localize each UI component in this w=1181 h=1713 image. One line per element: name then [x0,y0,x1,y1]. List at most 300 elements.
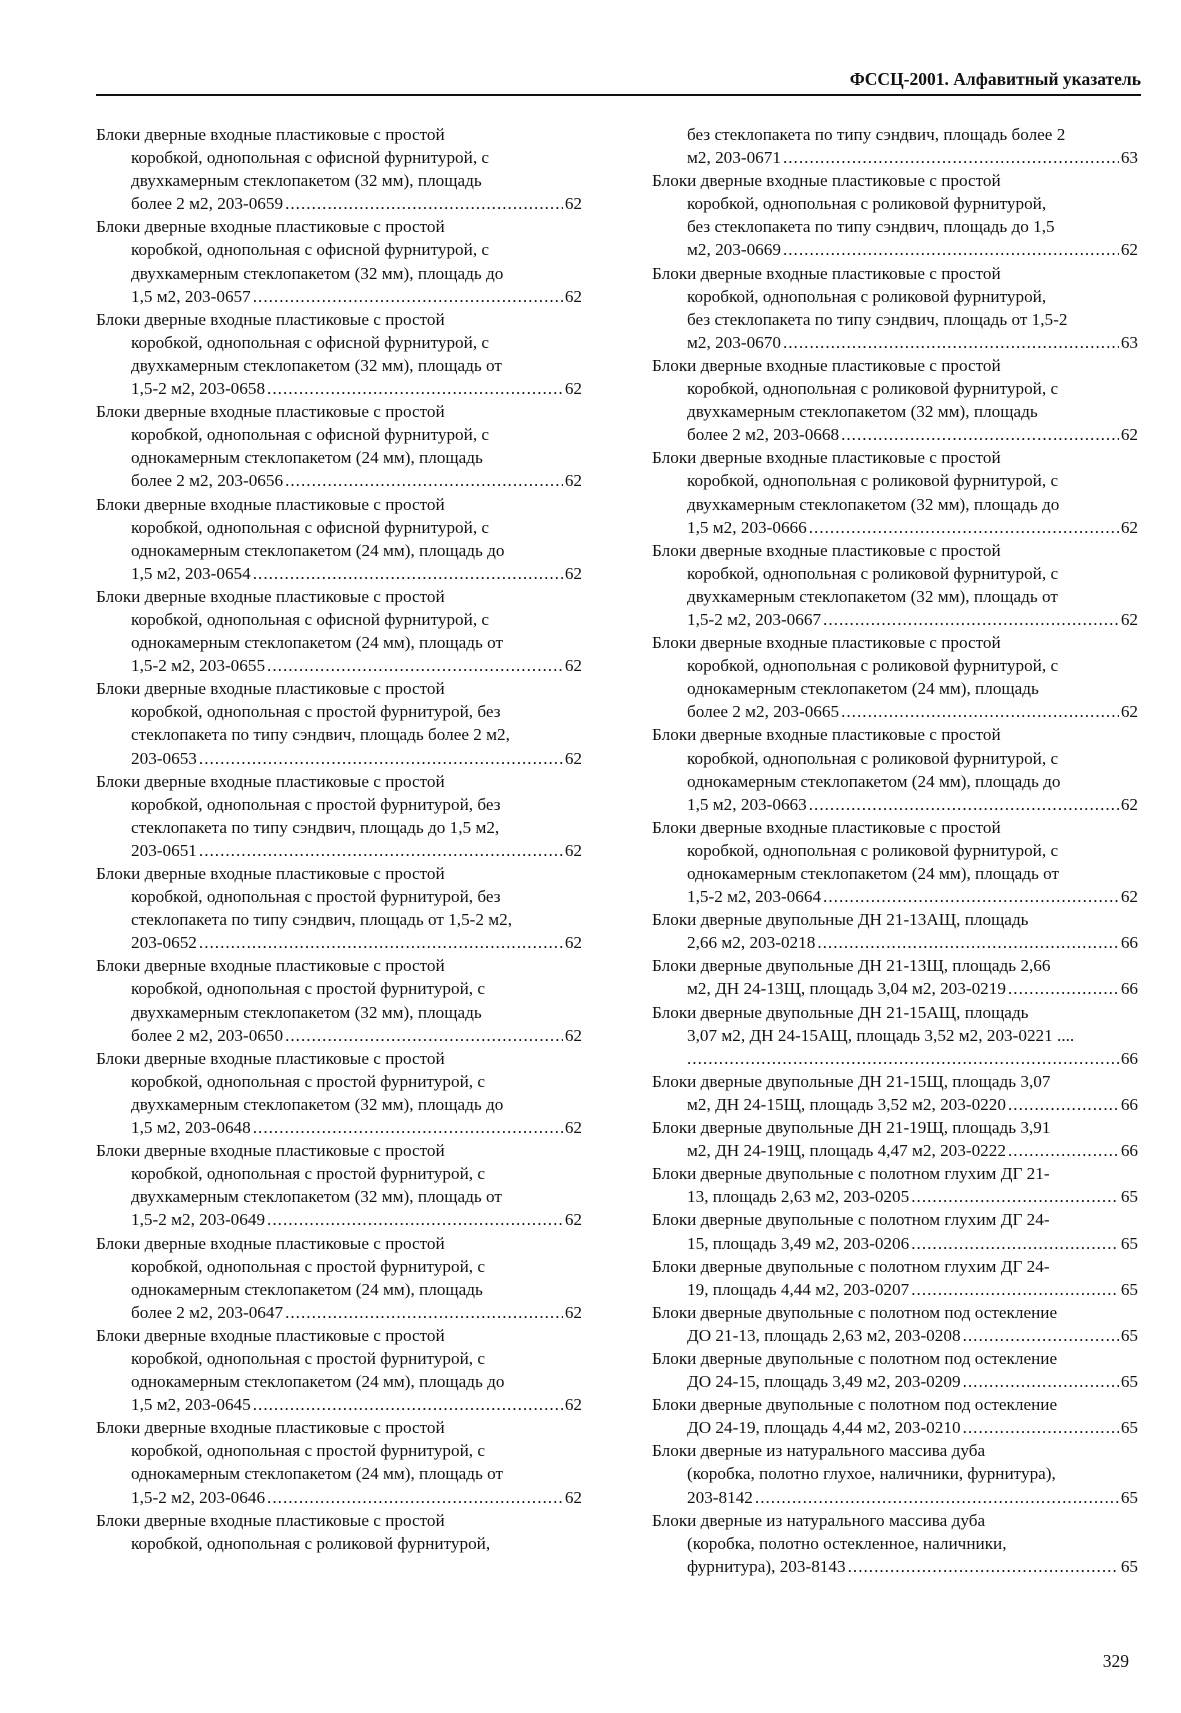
index-entry [652,1001,1138,1070]
entry-page-number: 62 [1120,794,1138,814]
entry-page-number: 66 [1120,979,1138,999]
entry-line [96,1301,582,1324]
entry-text: 19, площадь 4,44 м2, 203-0207 [687,1279,910,1299]
index-entry [96,215,582,307]
entry-line [96,215,582,238]
entry-text: Блоки дверные входные пластиковые с простой [652,725,1001,745]
entry-line [96,862,582,885]
entry-text: м2, ДН 24-13Щ, площадь 3,04 м2, 203-0219 [687,979,1006,999]
entry-line [96,747,582,770]
entry-text: коробкой, однопольная с офисной фурнитурой, с [131,240,490,260]
entry-text: фурнитура), 203-8143 [687,1556,846,1576]
entry-line [652,1278,1138,1301]
index-entry [652,954,1138,1000]
entry-text: более 2 м2, 203-0656 [131,471,284,491]
index-entry [652,354,1138,446]
entry-page-number: 62 [1120,240,1138,260]
entry-line [96,770,582,793]
entry-text: коробкой, однопольная с роликовой фурнитурой, с [687,379,1059,399]
entry-text: коробкой, однопольная с роликовой фурнитурой, [131,1533,491,1553]
index-entry [96,677,582,769]
entry-text: коробкой, однопольная с простой фурнитурой, без [131,794,501,814]
entry-text: Блоки дверные входные пластиковые с простой [96,494,445,514]
entry-page-number: 62 [1120,702,1138,722]
entry-line [96,631,582,654]
entry-text: коробкой, однопольная с офисной фурнитурой, с [131,517,490,537]
entry-text: 1,5-2 м2, 203-0649 [131,1210,266,1230]
entry-line [652,793,1138,816]
entry-line [652,331,1138,354]
entry-line [652,1116,1138,1139]
entry-page-number: 62 [1120,517,1138,537]
entry-line [96,1370,582,1393]
entry-page-number: 62 [564,1118,582,1138]
entry-page-number: 62 [564,1302,582,1322]
entry-page-number: 65 [1120,1418,1138,1438]
index-entry [96,770,582,862]
entry-line [652,747,1138,770]
index-column-left [96,123,582,1555]
entry-line [96,1232,582,1255]
entry-text: однокамерным стеклопакетом (24 мм), площадь от [131,633,504,653]
index-entry [652,908,1138,954]
entry-line [96,308,582,331]
entry-line [96,1185,582,1208]
entry-line [96,1208,582,1231]
dot-leader [963,1370,1119,1393]
entry-page-number: 62 [564,194,582,214]
entry-line [652,908,1138,931]
entry-text: более 2 м2, 203-0659 [131,194,284,214]
entry-text: 1,5-2 м2, 203-0664 [687,887,822,907]
entry-text: Блоки дверные двупольные ДН 21-15АЩ, площадь [652,1002,1029,1022]
entry-line [652,1462,1138,1485]
dot-leader [267,377,563,400]
dot-leader [285,469,563,492]
dot-leader [285,192,563,215]
entry-text: м2, ДН 24-15Щ, площадь 3,52 м2, 203-0220 [687,1094,1006,1114]
entry-line [652,238,1138,261]
entry-text: 1,5-2 м2, 203-0646 [131,1487,266,1507]
entry-line [96,262,582,285]
entry-line [96,1486,582,1509]
index-entry [96,400,582,492]
entry-text: коробкой, однопольная с роликовой фурнитурой, с [687,840,1059,860]
dot-leader [267,1208,563,1231]
entry-text: 2,66 м2, 203-0218 [687,933,816,953]
entry-text: коробкой, однопольная с простой фурнитурой, с [131,1348,486,1368]
index-entry [96,123,582,215]
entry-line [96,1047,582,1070]
entry-line [652,1255,1138,1278]
entry-text: коробкой, однопольная с роликовой фурнитурой, с [687,471,1059,491]
index-entry [96,954,582,1046]
entry-line [96,238,582,261]
entry-line [96,1255,582,1278]
entry-text: Блоки дверные входные пластиковые с простой [96,1510,445,1530]
entry-line [96,977,582,1000]
dot-leader [1008,1139,1119,1162]
index-entry [652,262,1138,354]
entry-page-number: 62 [1120,887,1138,907]
page-number: 329 [1102,1651,1129,1671]
index-entry [652,1208,1138,1254]
entry-text: 203-0651 [131,840,197,860]
header-title: ФССЦ-2001. Алфавитный указатель [849,69,1141,89]
entry-text: двухкамерным стеклопакетом (32 мм), площадь от [131,1187,502,1207]
entry-page-number: 62 [564,379,582,399]
entry-line [96,839,582,862]
entry-line [652,377,1138,400]
entry-line [652,308,1138,331]
entry-line [652,123,1138,146]
entry-text: коробкой, однопольная с простой фурнитурой, с [131,979,486,999]
entry-text: ДО 24-15, площадь 3,49 м2, 203-0209 [687,1372,961,1392]
entry-text: однокамерным стеклопакетом (24 мм), площадь [687,679,1039,699]
entry-text: 1,5 м2, 203-0648 [131,1118,251,1138]
entry-text: Блоки дверные входные пластиковые с простой [96,679,445,699]
dot-leader [823,608,1119,631]
entry-page-number: 63 [1120,148,1138,168]
entry-text: 203-8142 [687,1487,753,1507]
dot-leader [267,1486,563,1509]
entry-text: более 2 м2, 203-0668 [687,425,840,445]
entry-text: Блоки дверные двупольные с полотном под остекление [652,1395,1058,1415]
entry-page-number: 63 [1120,332,1138,352]
entry-line [652,446,1138,469]
dot-leader [253,1393,563,1416]
entry-line [652,1532,1138,1555]
entry-line [96,1462,582,1485]
entry-line [652,1070,1138,1093]
entry-text: Блоки дверные входные пластиковые с простой [96,864,445,883]
entry-page-number: 62 [1120,609,1138,629]
entry-text: ДО 24-19, площадь 4,44 м2, 203-0210 [687,1418,961,1438]
dot-leader [817,931,1118,954]
entry-text: Блоки дверные входные пластиковые с простой [652,355,1001,375]
entry-text: коробкой, однопольная с роликовой фурнитурой, с [687,748,1059,768]
entry-text: Блоки дверные двупольные ДН 21-15Щ, площадь 3,07 [652,1071,1051,1091]
entry-line [652,816,1138,839]
entry-line [652,1301,1138,1324]
entry-text: Блоки дверные входные пластиковые с простой [652,171,1001,191]
entry-line [96,654,582,677]
entry-line [652,1555,1138,1578]
entry-line [96,123,582,146]
entry-text: Блоки дверные входные пластиковые с простой [96,1325,445,1345]
dot-leader [809,516,1119,539]
entry-line [652,1047,1138,1070]
entry-text: однокамерным стеклопакетом (24 мм), площадь до [687,771,1061,791]
entry-line [96,1024,582,1047]
entry-line [652,469,1138,492]
entry-line [96,423,582,446]
entry-text: Блоки дверные входные пластиковые с простой [96,1141,445,1161]
entry-text: 1,5 м2, 203-0663 [687,794,807,814]
entry-line [96,539,582,562]
entry-text: коробкой, однопольная с простой фурнитурой, с [131,1164,486,1184]
entry-page-number: 62 [564,563,582,583]
entry-text: стеклопакета по типу сэндвич, площадь от 1,5-2 м2, [131,910,513,930]
entry-text: коробкой, однопольная с простой фурнитурой, без [131,887,501,907]
dot-leader [253,285,563,308]
entry-line [96,700,582,723]
entry-text: ДО 21-13, площадь 2,63 м2, 203-0208 [687,1325,961,1345]
entry-line [96,908,582,931]
entry-line [652,977,1138,1000]
entry-text: Блоки дверные из натурального массива дуба [652,1510,986,1530]
dot-leader [911,1232,1119,1255]
entry-text: двухкамерным стеклопакетом (32 мм), площадь до [131,263,504,283]
entry-line [652,700,1138,723]
entry-line [652,1185,1138,1208]
index-entry [652,1347,1138,1393]
entry-text: Блоки дверные входные пластиковые с простой [96,125,445,144]
entry-line [652,285,1138,308]
dot-leader [848,1555,1119,1578]
index-entry [652,631,1138,723]
running-header [96,66,1141,96]
entry-text: Блоки дверные входные пластиковые с простой [96,402,445,422]
dot-leader [199,747,563,770]
entry-text: 13, площадь 2,63 м2, 203-0205 [687,1187,910,1207]
entry-line [652,1093,1138,1116]
entry-line [96,723,582,746]
index-entry [652,1070,1138,1116]
index-entry [652,1162,1138,1208]
entry-text: коробкой, однопольная с офисной фурнитурой, с [131,425,490,445]
entry-text: двухкамерным стеклопакетом (32 мм), площадь [687,402,1038,422]
entry-page-number: 62 [564,933,582,953]
entry-line [652,400,1138,423]
index-entry [96,308,582,400]
entry-line [96,192,582,215]
entry-text: 1,5-2 м2, 203-0667 [687,609,822,629]
entry-page-number: 62 [564,748,582,768]
entry-line [96,1139,582,1162]
dot-leader [755,1486,1119,1509]
index-entry [652,1509,1138,1578]
entry-text: стеклопакета по типу сэндвич, площадь до 1,5 м2, [131,817,500,837]
dot-leader [841,700,1119,723]
entry-line [652,770,1138,793]
entry-line [96,493,582,516]
dot-leader [253,562,563,585]
entry-line [652,1416,1138,1439]
index-entry [652,1439,1138,1508]
entry-page-number: 62 [564,656,582,676]
entry-line [96,677,582,700]
index-entry [652,1255,1138,1301]
dot-leader [911,1278,1119,1301]
index-entry [96,862,582,954]
dot-leader [253,1116,563,1139]
entry-text: двухкамерным стеклопакетом (32 мм), площадь до [131,1094,504,1114]
index-entry [96,1509,582,1555]
index-entry [652,123,1138,169]
index-entry [652,1116,1138,1162]
entry-text: Блоки дверные входные пластиковые с простой [96,1233,445,1253]
entry-line [652,423,1138,446]
entry-text: коробкой, однопольная с роликовой фурнитурой, с [687,656,1059,676]
entry-text: Блоки дверные двупольные ДН 21-13АЩ, площадь [652,910,1029,930]
entry-text: 15, площадь 3,49 м2, 203-0206 [687,1233,910,1253]
entry-line [652,654,1138,677]
entry-text: 203-0653 [131,748,197,768]
entry-line [652,1208,1138,1231]
dot-leader [963,1416,1119,1439]
entry-text: Блоки дверные входные пластиковые с простой [652,448,1001,468]
entry-page-number: 66 [1120,1094,1138,1114]
entry-line [96,954,582,977]
entry-line [96,1532,582,1555]
entry-text: Блоки дверные входные пластиковые с простой [652,633,1001,653]
entry-text: Блоки дверные входные пластиковые с простой [652,263,1001,283]
entry-page-number: 65 [1120,1279,1138,1299]
entry-text: м2, 203-0670 [687,332,781,352]
entry-line [652,954,1138,977]
entry-page-number: 66 [1120,1048,1138,1068]
entry-page-number: 66 [1120,933,1138,953]
entry-line [652,1001,1138,1024]
entry-text: коробкой, однопольная с офисной фурнитурой, с [131,148,490,168]
entry-line [652,1324,1138,1347]
entry-line [96,446,582,469]
entry-page-number: 62 [564,471,582,491]
entry-text: коробкой, однопольная с простой фурнитурой, без [131,702,501,722]
entry-page-number: 65 [1120,1325,1138,1345]
entry-line [652,608,1138,631]
dot-leader [809,793,1119,816]
index-entry [96,1047,582,1139]
entry-line [96,885,582,908]
index-entry [652,723,1138,815]
dot-leader [199,839,563,862]
dot-leader [1008,1093,1119,1116]
index-entry [652,816,1138,908]
dot-leader [285,1024,563,1047]
entry-text: без стеклопакета по типу сэндвич, площадь от 1,5-2 [687,309,1068,329]
entry-line [96,469,582,492]
entry-page-number: 65 [1120,1487,1138,1507]
dot-leader [199,931,563,954]
entry-line [652,516,1138,539]
entry-text: Блоки дверные входные пластиковые с простой [652,540,1001,560]
entry-text: однокамерным стеклопакетом (24 мм), площадь до [131,1372,505,1392]
entry-text: 1,5-2 м2, 203-0655 [131,656,266,676]
entry-line [652,562,1138,585]
entry-text: (коробка, полотно глухое, наличники, фурнитура), [687,1464,1056,1484]
entry-text: Блоки дверные двупольные ДН 21-13Щ, площадь 2,66 [652,956,1051,976]
entry-text: однокамерным стеклопакетом (24 мм), площадь [131,448,483,468]
entry-line [96,377,582,400]
index-entry [652,1301,1138,1347]
dot-leader [285,1301,563,1324]
entry-text: коробкой, однопольная с простой фурнитурой, с [131,1441,486,1461]
entry-page-number: 65 [1120,1556,1138,1576]
entry-line [96,1278,582,1301]
entry-line [96,608,582,631]
index-entry [652,169,1138,261]
entry-text: коробкой, однопольная с роликовой фурнитурой, с [687,563,1059,583]
entry-line [96,1070,582,1093]
entry-text: Блоки дверные входные пластиковые с простой [96,771,445,791]
entry-page-number: 66 [1120,1141,1138,1161]
entry-line [652,1509,1138,1532]
entry-line [652,146,1138,169]
entry-line [652,723,1138,746]
dot-leader [1008,977,1119,1000]
entry-line [96,931,582,954]
entry-text: 1,5 м2, 203-0645 [131,1395,251,1415]
entry-text: Блоки дверные входные пластиковые с простой [96,1048,445,1068]
entry-text: 3,07 м2, ДН 24-15АЩ, площадь 3,52 м2, 203-0221 .... [687,1025,1075,1045]
entry-line [652,862,1138,885]
entry-text: двухкамерным стеклопакетом (32 мм), площадь [131,1002,482,1022]
entry-text: 1,5 м2, 203-0654 [131,563,251,583]
entry-page-number: 62 [1120,425,1138,445]
entry-line [652,839,1138,862]
dot-leader [963,1324,1119,1347]
entry-text: однокамерным стеклопакетом (24 мм), площадь от [687,864,1060,883]
entry-text: Блоки дверные входные пластиковые с простой [96,586,445,606]
entry-page-number: 62 [564,1487,582,1507]
entry-line [652,1232,1138,1255]
entry-text: Блоки дверные из натурального массива дуба [652,1441,986,1461]
entry-line [652,354,1138,377]
entry-text: коробкой, однопольная с роликовой фурнитурой, [687,194,1047,214]
entry-line [96,1093,582,1116]
dot-leader [267,654,563,677]
entry-text: коробкой, однопольная с офисной фурнитурой, с [131,609,490,629]
entry-text: 1,5 м2, 203-0666 [687,517,807,537]
entry-line [652,1139,1138,1162]
entry-text: однокамерным стеклопакетом (24 мм), площадь [131,1279,483,1299]
entry-text: м2, ДН 24-19Щ, площадь 4,47 м2, 203-0222 [687,1141,1006,1161]
entry-line [96,1439,582,1462]
entry-line [652,215,1138,238]
entry-text: коробкой, однопольная с простой фурнитурой, с [131,1256,486,1276]
entry-text: двухкамерным стеклопакетом (32 мм), площадь от [131,355,502,375]
entry-text: (коробка, полотно остекленное, наличники, [687,1533,1007,1553]
entry-text: без стеклопакета по типу сэндвич, площадь до 1,5 [687,217,1055,237]
entry-line [652,1347,1138,1370]
entry-text: Блоки дверные входные пластиковые с простой [96,217,445,237]
entry-text: Блоки дверные входные пластиковые с простой [96,1418,445,1438]
entry-page-number: 65 [1120,1233,1138,1253]
entry-text: м2, 203-0669 [687,240,781,260]
entry-line [652,169,1138,192]
index-entry [652,446,1138,538]
dot-leader [687,1047,1119,1070]
dot-leader [783,238,1119,261]
entry-line [96,146,582,169]
index-entry [96,1232,582,1324]
entry-line [652,1393,1138,1416]
entry-text: двухкамерным стеклопакетом (32 мм), площадь от [687,586,1058,606]
entry-line [652,677,1138,700]
dot-leader [911,1185,1119,1208]
entry-text: Блоки дверные входные пластиковые с простой [96,956,445,976]
entry-page-number: 62 [564,1210,582,1230]
entry-line [652,885,1138,908]
entry-text: однокамерным стеклопакетом (24 мм), площадь до [131,540,505,560]
index-entry [96,493,582,585]
index-entry [96,1139,582,1231]
entry-text: коробкой, однопольная с роликовой фурнитурой, [687,286,1047,306]
entry-line [96,1509,582,1532]
entry-page-number: 62 [564,1395,582,1415]
